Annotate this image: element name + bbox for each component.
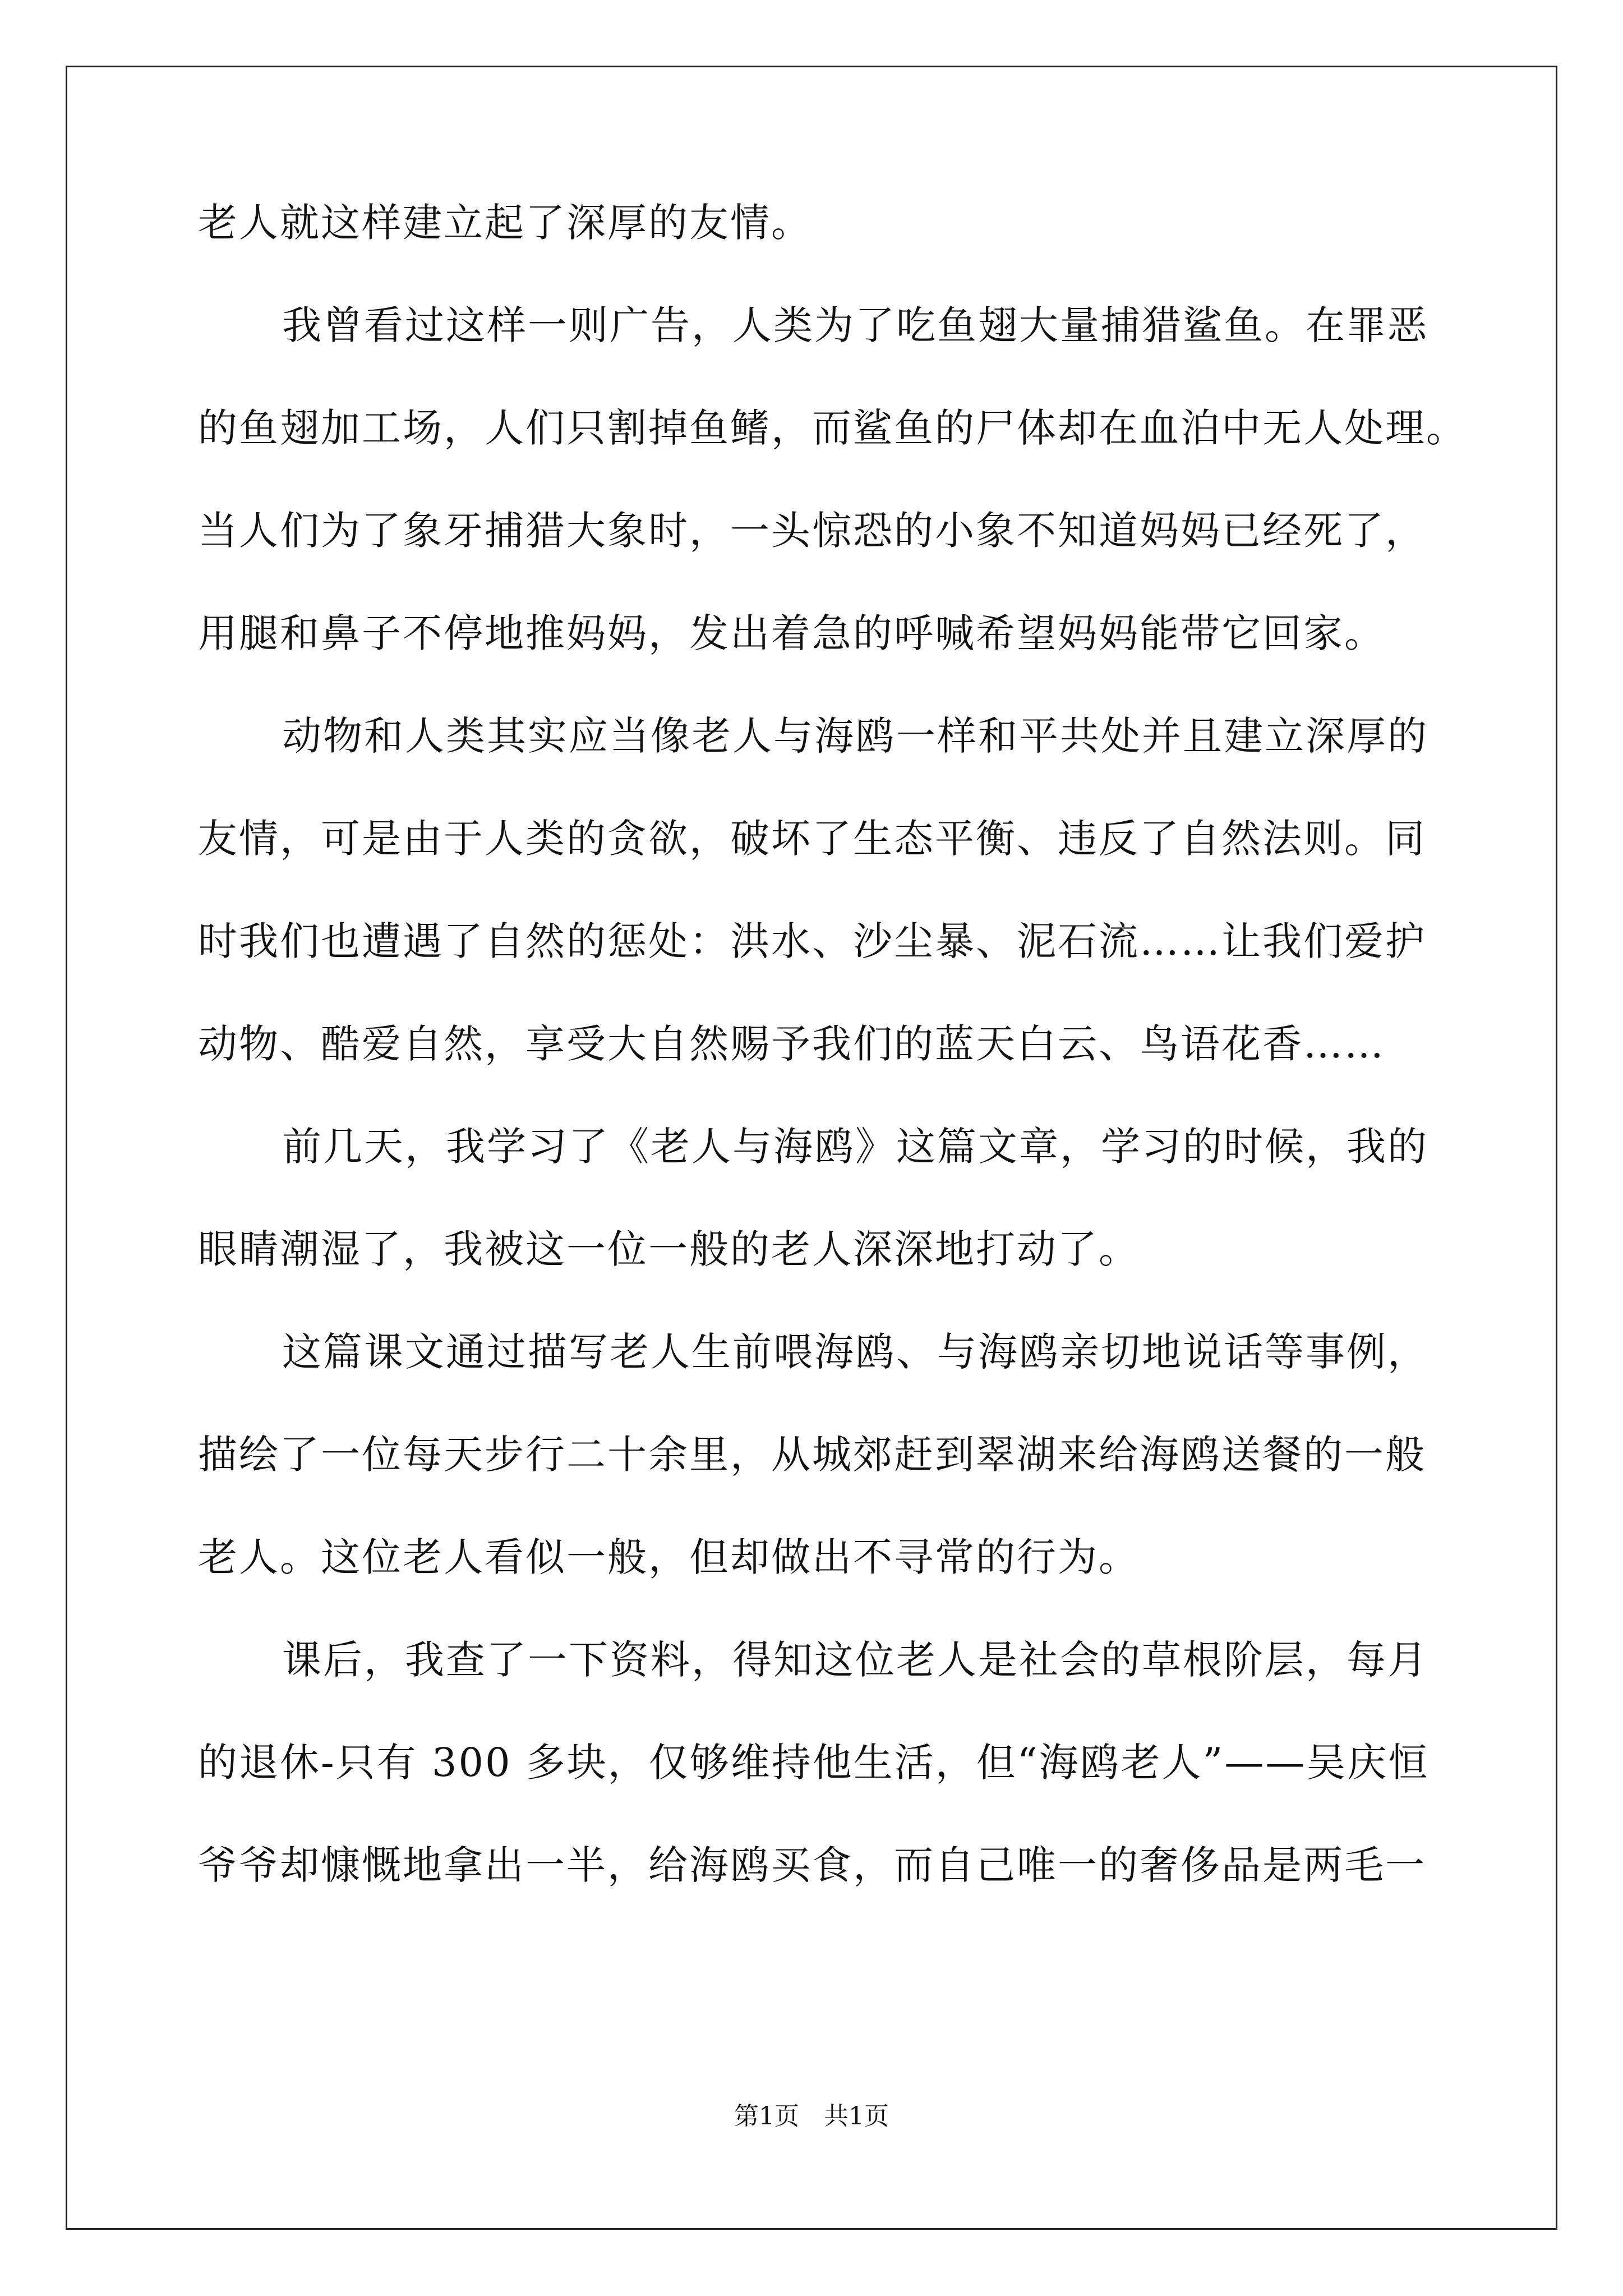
text-line: 动物、酷爱自然，享受大自然赐予我们的蓝天白云、鸟语花香……: [198, 1021, 1385, 1067]
text-line: 这篇课文通过描写老人生前喂海鸥、与海鸥亲切地说话等事例，: [282, 1329, 1428, 1375]
text-line: 眼睛潮湿了，我被这一位一般的老人深深地打动了。: [198, 1226, 1140, 1272]
text-line: 前几天，我学习了《老人与海鸥》这篇文章，学习的时候，我的: [282, 1124, 1428, 1170]
text-line: 的鱼翅加工场，人们只割掉鱼鳍，而鲨鱼的尸体却在血泊中无人处理。: [198, 405, 1467, 451]
text-line: 老人就这样建立起了深厚的友情。: [198, 200, 812, 246]
text-line: 用腿和鼻子不停地推妈妈，发出着急的呼喊希望妈妈能带它回家。: [198, 610, 1385, 656]
page-number-total: 共1页: [824, 2102, 889, 2131]
text-line: 课后，我查了一下资料，得知这位老人是社会的草根阶层，每月: [282, 1637, 1428, 1683]
text-line: 爷爷却慷慨地拿出一半，给海鸥买食，而自己唯一的奢侈品是两毛一: [198, 1842, 1426, 1888]
page-footer: [0, 2101, 1623, 2132]
text-line: 动物和人类其实应当像老人与海鸥一样和平共处并且建立深厚的: [282, 713, 1428, 759]
text-line: 友情，可是由于人类的贪欲，破坏了生态平衡、违反了自然法则。同: [198, 816, 1426, 862]
text-line: 时我们也遭遇了自然的惩处：洪水、沙尘暴、泥石流……让我们爱护: [198, 918, 1426, 964]
text-line: 我曾看过这样一则广告，人类为了吃鱼翅大量捕猎鲨鱼。在罪恶: [282, 302, 1428, 348]
text-line: 当人们为了象牙捕猎大象时，一头惊恐的小象不知道妈妈已经死了，: [198, 508, 1426, 554]
text-line: 老人。这位老人看似一般，但却做出不寻常的行为。: [198, 1534, 1140, 1580]
page-number-current: 第1页: [734, 2102, 799, 2131]
text-line: 的退休-只有 300 多块，仅够维持他生活，但“海鸥老人”——吴庆恒: [198, 1740, 1430, 1786]
text-line: 描绘了一位每天步行二十余里，从城郊赶到翠湖来给海鸥送餐的一般: [198, 1432, 1426, 1478]
